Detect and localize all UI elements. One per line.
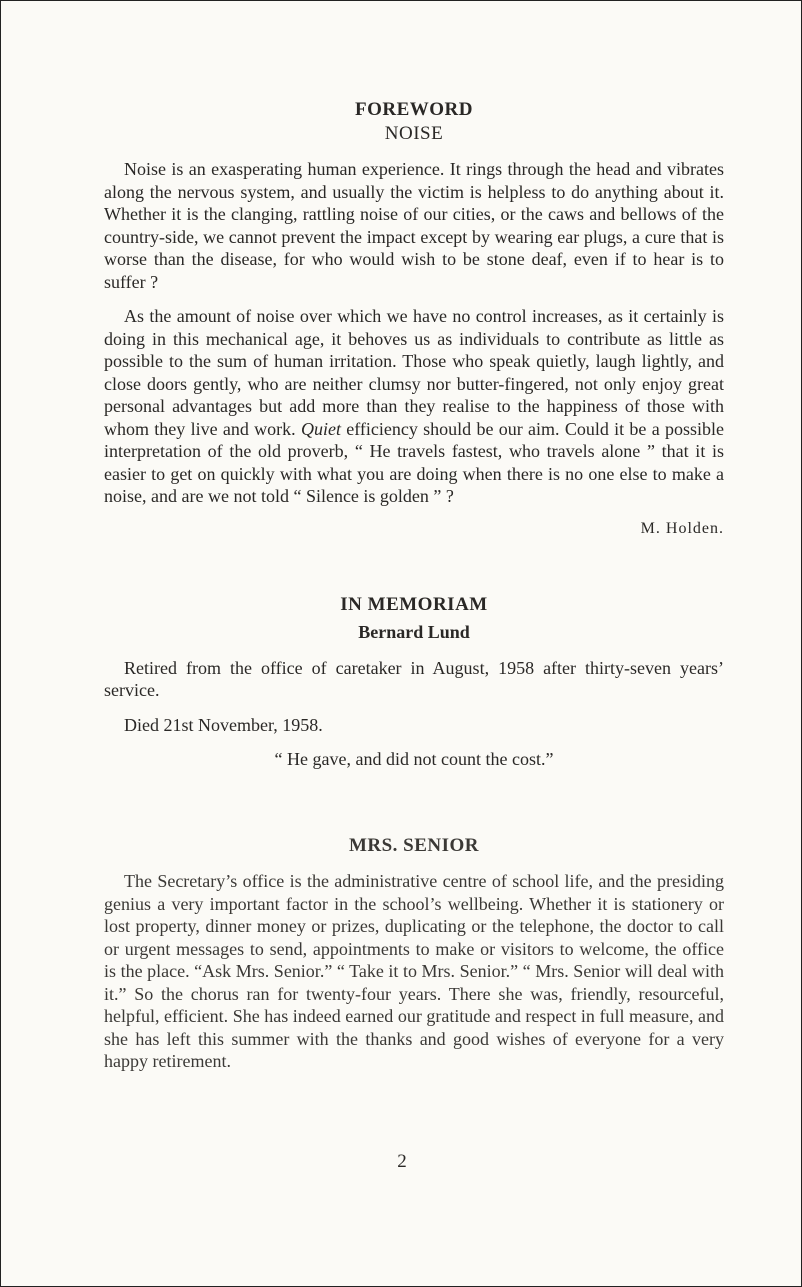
senior-paragraph: The Secretary’s office is the administrative centre of school life, and the presiding genius a very important factor in the school’s wellbeing. Whether it is stationery or lost property, dinner money or prizes, duplicating or the telephone, the doctor to call or urgent messages to send, appointments to make or visitors to welcome, the office is the place. “Ask Mrs. Senior.” “ Take it to Mrs. Senior.” “ Mrs. Senior will deal with it.” So the chorus ran for twenty-four years. There she was, friendly, resourceful, helpful, efficient. She has indeed earned our gratitude and respect in full measure, and she has left this summer with the thanks and good wishes of everyone for a very happy retirement. xyxy=(104,871,724,1071)
foreword-paragraph-2 xyxy=(104,305,724,508)
foreword-paragraph-2-tail: efficiency should be our aim. Could it be a possible interpretation of the old proverb, “ He travels fastest, who travels alone ” that it is easier to get on quickly with what you are doing when there is no one else to make a noise, and are we not told “ Silence is golden ” ? xyxy=(104,418,725,506)
foreword-paragraph-2-text: As the amount of noise over which we have no control increases, as it certainly is doing in this mechanical age, it behoves us as individuals to contribute as little as possible to the sum of human irritation. Those who speak quietly, laugh lightly, and close doors gently, who are neither clumsy nor butter-fingered, not only enjoy great personal advantages but add more than they realise to the happiness of those with whom they live and work. xyxy=(104,306,724,439)
memoriam-name: Bernard Lund xyxy=(358,621,470,642)
page-content xyxy=(104,98,724,1085)
memoriam-quote: “ He gave, and did not count the cost.” xyxy=(274,749,554,769)
memoriam-section xyxy=(104,593,724,771)
senior-heading: MRS. SENIOR xyxy=(348,835,480,856)
section-spacer xyxy=(104,770,724,834)
memoriam-paragraph-2: Died 21st November, 1958. xyxy=(124,714,323,735)
page-number: 2 xyxy=(397,1151,407,1172)
foreword-section xyxy=(104,98,724,538)
memoriam-paragraph-1: Retired from the office of caretaker in August, 1958 after thirty-seven years’ service. xyxy=(104,657,724,700)
section-spacer xyxy=(104,538,724,593)
foreword-signature: M. Holden. xyxy=(640,519,724,537)
foreword-italic-word: Quiet xyxy=(300,418,341,439)
foreword-paragraph-1: Noise is an exasperating human experience. It rings through the head and vibrates along the nervous system, and usually the victim is helpless to do anything about it. Whether it is the clanging, rattling noise of our cities, or the caws and bellows of the country-side, we cannot prevent the impact except by wearing ear plugs, a cure that is worse than the disease, for who would wish to be stone deaf, even if to hear is to suffer ? xyxy=(104,159,724,292)
senior-section xyxy=(104,834,724,1073)
foreword-heading: FOREWORD xyxy=(355,99,473,120)
foreword-subheading: NOISE xyxy=(384,123,444,144)
memoriam-heading: IN MEMORIAM xyxy=(340,593,488,615)
